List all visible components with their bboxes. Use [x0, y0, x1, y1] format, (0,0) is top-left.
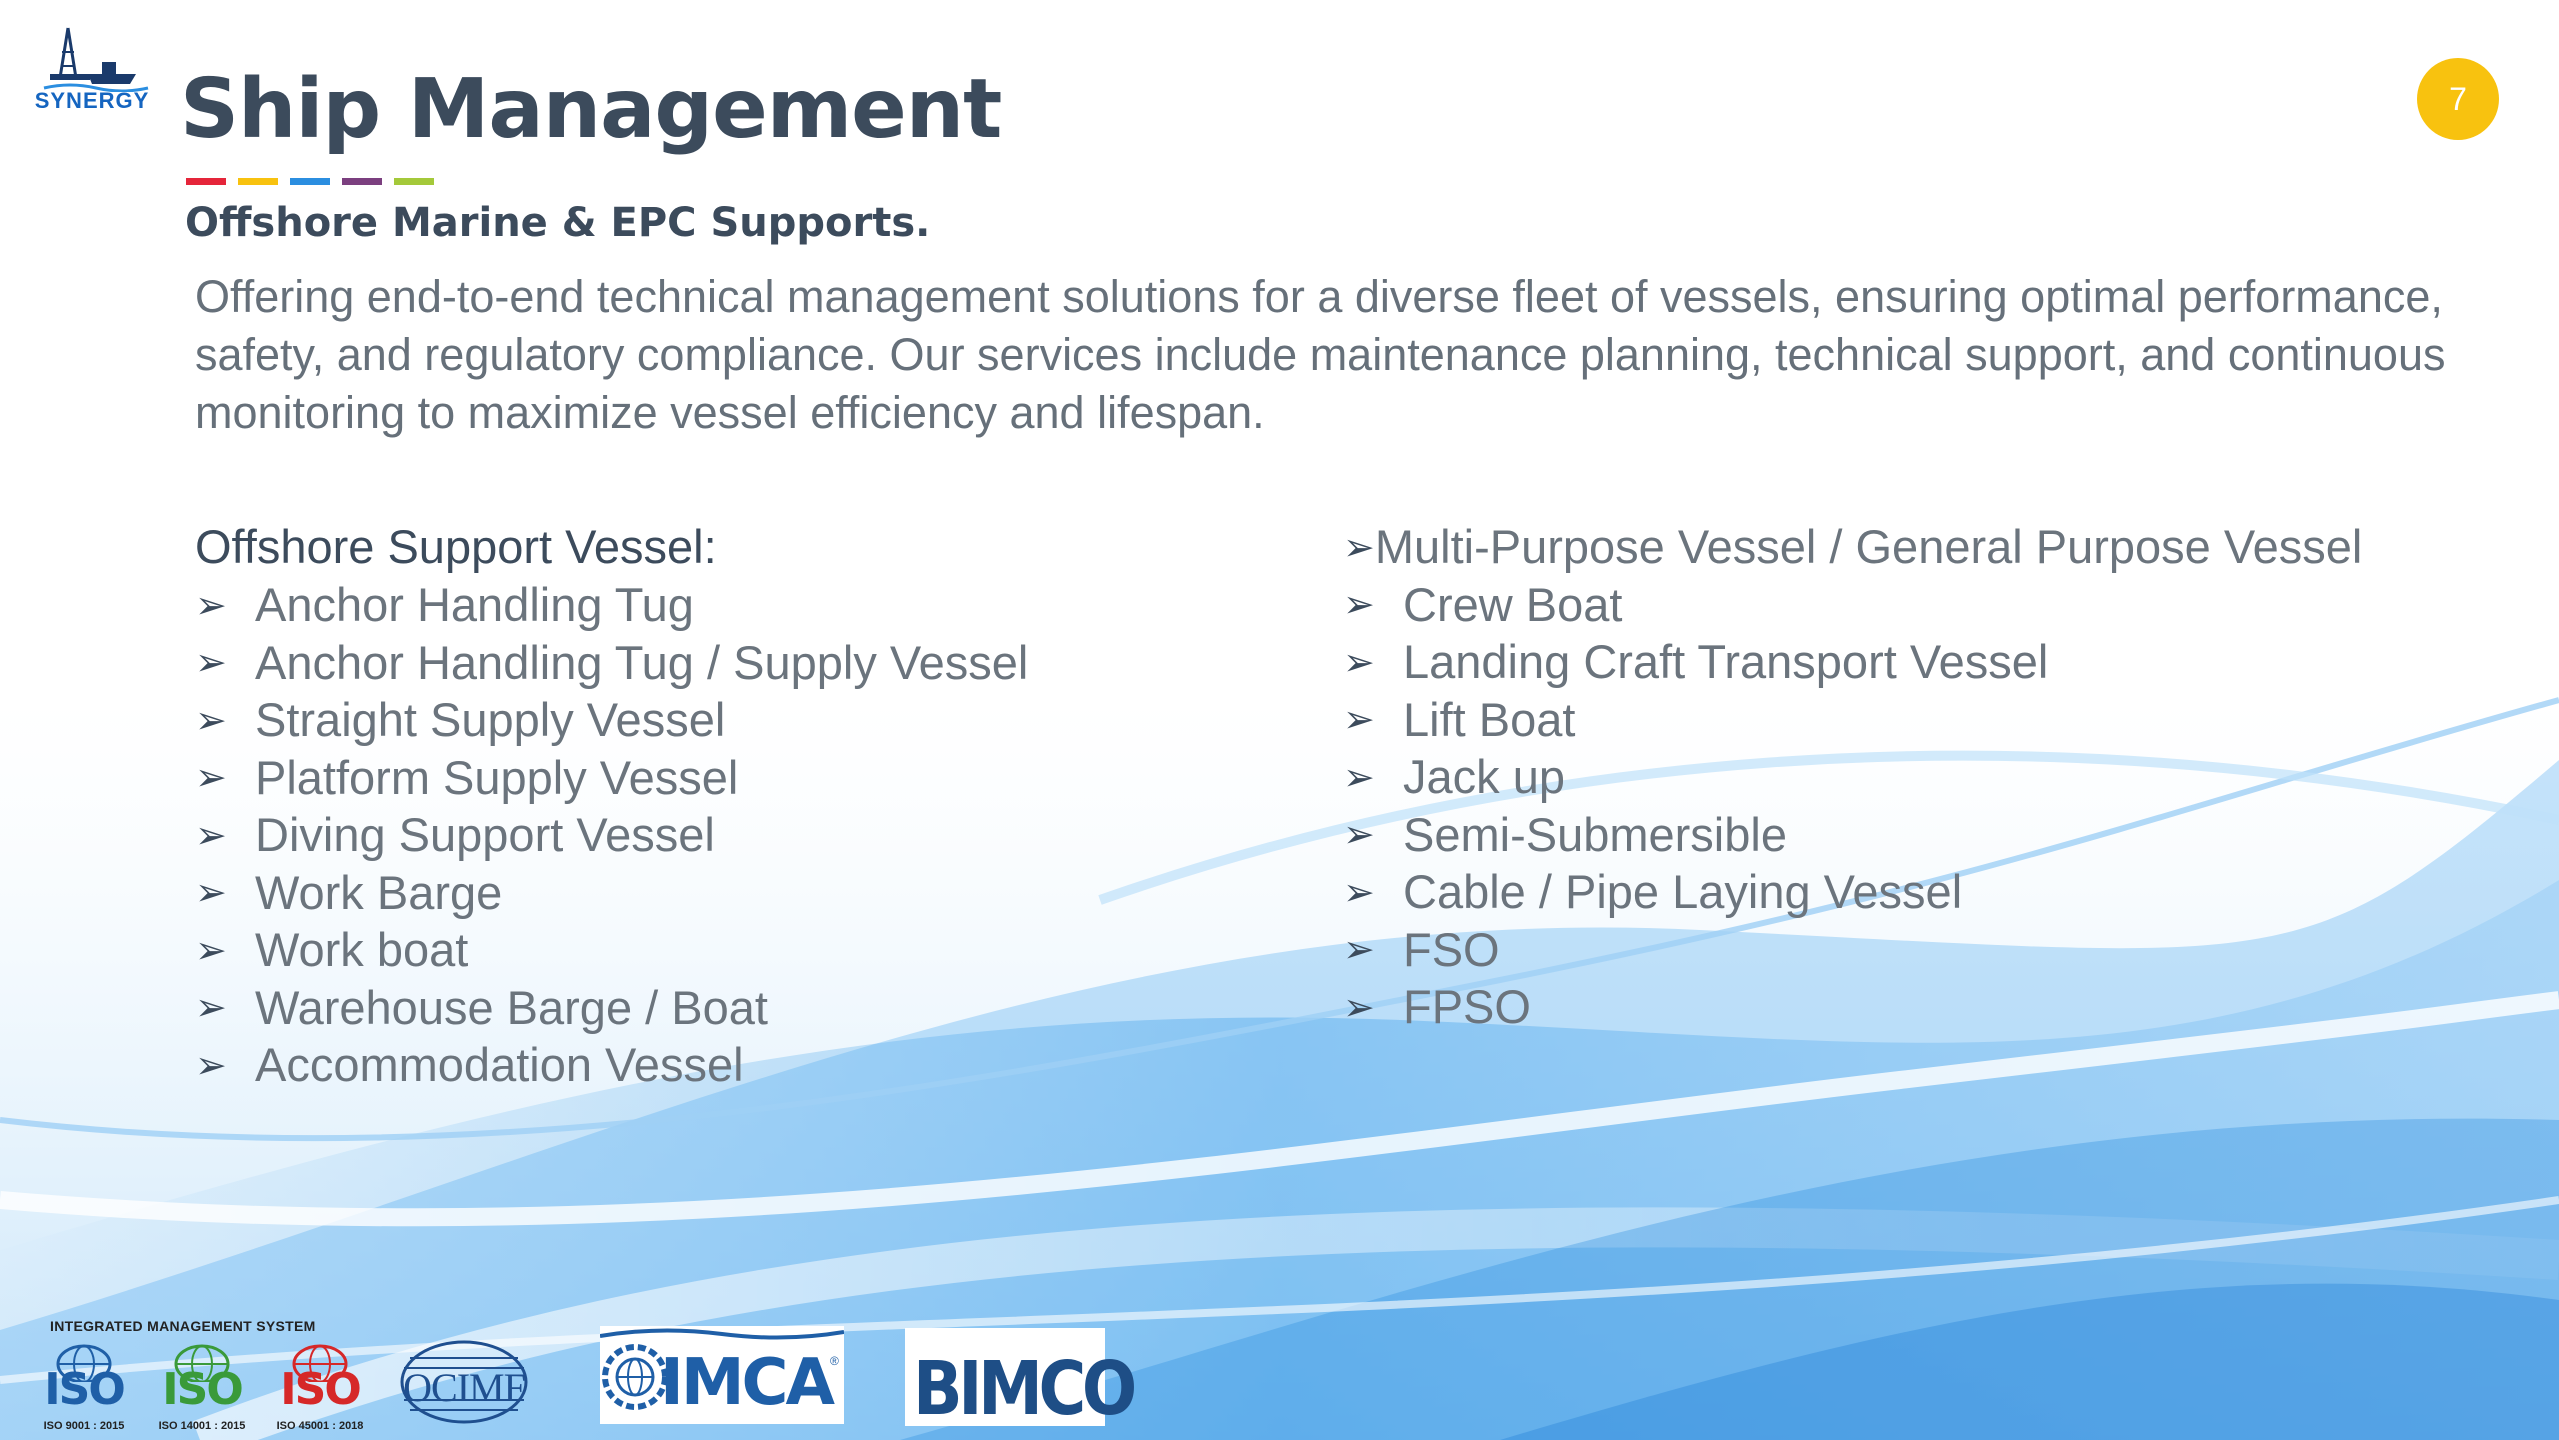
ims-title: INTEGRATED MANAGEMENT SYSTEM — [50, 1318, 316, 1334]
vessel-list-right — [1343, 518, 2363, 1036]
arrow-bullet-icon: ➢ — [195, 582, 227, 627]
iso-45001-badge: ISO ISO 45001 : 2018 — [270, 1342, 370, 1434]
wave-stripe-icon — [600, 1326, 844, 1340]
accent-stripe — [290, 178, 330, 185]
vessel-list-item — [1343, 576, 2343, 634]
ims-certification-logos — [34, 1312, 384, 1432]
vessel-name: Straight Supply Vessel — [255, 693, 726, 747]
oil-rig-ship-icon — [40, 22, 150, 92]
vessel-list-item — [195, 634, 1195, 692]
arrow-bullet-icon: ➢ — [195, 1042, 227, 1087]
accent-stripe — [394, 178, 434, 185]
iso-14001-badge: ISO ISO 14001 : 2015 — [152, 1342, 252, 1434]
vessel-name: FPSO — [1403, 980, 1531, 1034]
imca-logo: IMCA ® — [600, 1326, 844, 1424]
iso-standard-label: ISO 14001 : 2015 — [158, 1420, 246, 1432]
vessel-name: Multi-Purpose Vessel / General Purpose Vessel — [1374, 520, 2363, 574]
vessel-name: Semi-Submersible — [1403, 807, 1787, 861]
arrow-bullet-icon: ➢ — [195, 640, 227, 685]
accent-stripe — [342, 178, 382, 185]
intro-paragraph: Offering end-to-end technical management solutions for a diverse fleet of vessels, ensuring optimal performance, safety, and regulatory compliance. Our services include maintenance planning, technical support, and continuous monitoring to maximize vessel efficiency and lifespan. — [195, 271, 2446, 438]
vessel-name: Cable / Pipe Laying Vessel — [1403, 865, 1963, 919]
vessel-name: Lift Boat — [1403, 692, 1576, 746]
page-number-badge: 7 — [2417, 58, 2499, 140]
vessel-list-item — [195, 749, 1195, 807]
section-subtitle: Offshore Marine & EPC Supports. — [185, 200, 931, 246]
ocimf-logo: OCIMF — [398, 1338, 530, 1426]
vessel-list-item — [195, 864, 1195, 922]
arrow-bullet-icon: ➢ — [1343, 582, 1375, 627]
arrow-bullet-icon: ➢ — [195, 755, 227, 800]
vessel-name: Jack up — [1403, 750, 1565, 804]
vessel-name: Anchor Handling Tug — [255, 578, 694, 632]
page-title: Ship Management — [180, 62, 1002, 157]
vessel-name: Anchor Handling Tug / Supply Vessel — [255, 635, 1029, 689]
arrow-bullet-icon: ➢ — [195, 927, 227, 972]
bimco-logo: BIMCO — [905, 1328, 1105, 1426]
vessel-list-item — [1343, 633, 2343, 691]
company-logo — [22, 22, 162, 122]
vessel-name: Work boat — [255, 923, 469, 977]
vessel-list-item — [1343, 518, 2363, 576]
vessel-name: Landing Craft Transport Vessel — [1403, 635, 2049, 689]
vessel-list-item — [195, 806, 1195, 864]
vessel-list-item — [1343, 921, 2343, 979]
vessel-name: Diving Support Vessel — [255, 808, 715, 862]
vessel-list-item — [1343, 863, 2343, 921]
arrow-bullet-icon: ➢ — [195, 697, 227, 742]
vessel-list-item — [1343, 978, 2343, 1036]
vessel-list-item — [195, 1036, 1195, 1094]
vessel-list-item — [195, 576, 1195, 634]
accent-stripe — [238, 178, 278, 185]
vessel-name: Platform Supply Vessel — [255, 750, 739, 804]
arrow-bullet-icon: ➢ — [1343, 812, 1375, 857]
iso-9001-badge: ISO ISO 9001 : 2015 — [34, 1342, 134, 1434]
vessel-list-item — [1343, 806, 2343, 864]
vessel-list-item — [195, 979, 1195, 1037]
arrow-bullet-icon: ➢ — [1343, 927, 1375, 972]
arrow-bullet-icon: ➢ — [1343, 754, 1375, 799]
vessel-list-item — [195, 921, 1195, 979]
arrow-bullet-icon: ➢ — [1343, 984, 1375, 1029]
vessel-list-item — [195, 691, 1195, 749]
logo-wordmark: SYNERGY — [34, 88, 150, 113]
vessel-list-item — [1343, 748, 2343, 806]
arrow-bullet-icon: ➢ — [195, 985, 227, 1030]
accent-color-bar — [186, 178, 434, 185]
vessel-name: Accommodation Vessel — [255, 1038, 744, 1092]
vessel-name: Crew Boat — [1403, 577, 1623, 631]
vessel-list-left — [195, 518, 1195, 1094]
iso-standard-label: ISO 9001 : 2015 — [43, 1420, 125, 1432]
arrow-bullet-icon: ➢ — [1343, 869, 1375, 914]
vessel-list-item — [1343, 691, 2343, 749]
vessel-list-heading: Offshore Support Vessel: — [195, 520, 717, 573]
arrow-bullet-icon: ➢ — [195, 812, 227, 857]
arrow-bullet-icon: ➢ — [1343, 639, 1375, 684]
arrow-bullet-icon: ➢ — [1343, 524, 1375, 569]
vessel-name: FSO — [1403, 922, 1500, 976]
arrow-bullet-icon: ➢ — [1343, 697, 1375, 742]
iso-standard-label: ISO 45001 : 2018 — [276, 1420, 364, 1432]
vessel-name: Work Barge — [255, 865, 503, 919]
vessel-name: Warehouse Barge / Boat — [255, 980, 768, 1034]
arrow-bullet-icon: ➢ — [195, 870, 227, 915]
accent-stripe — [186, 178, 226, 185]
